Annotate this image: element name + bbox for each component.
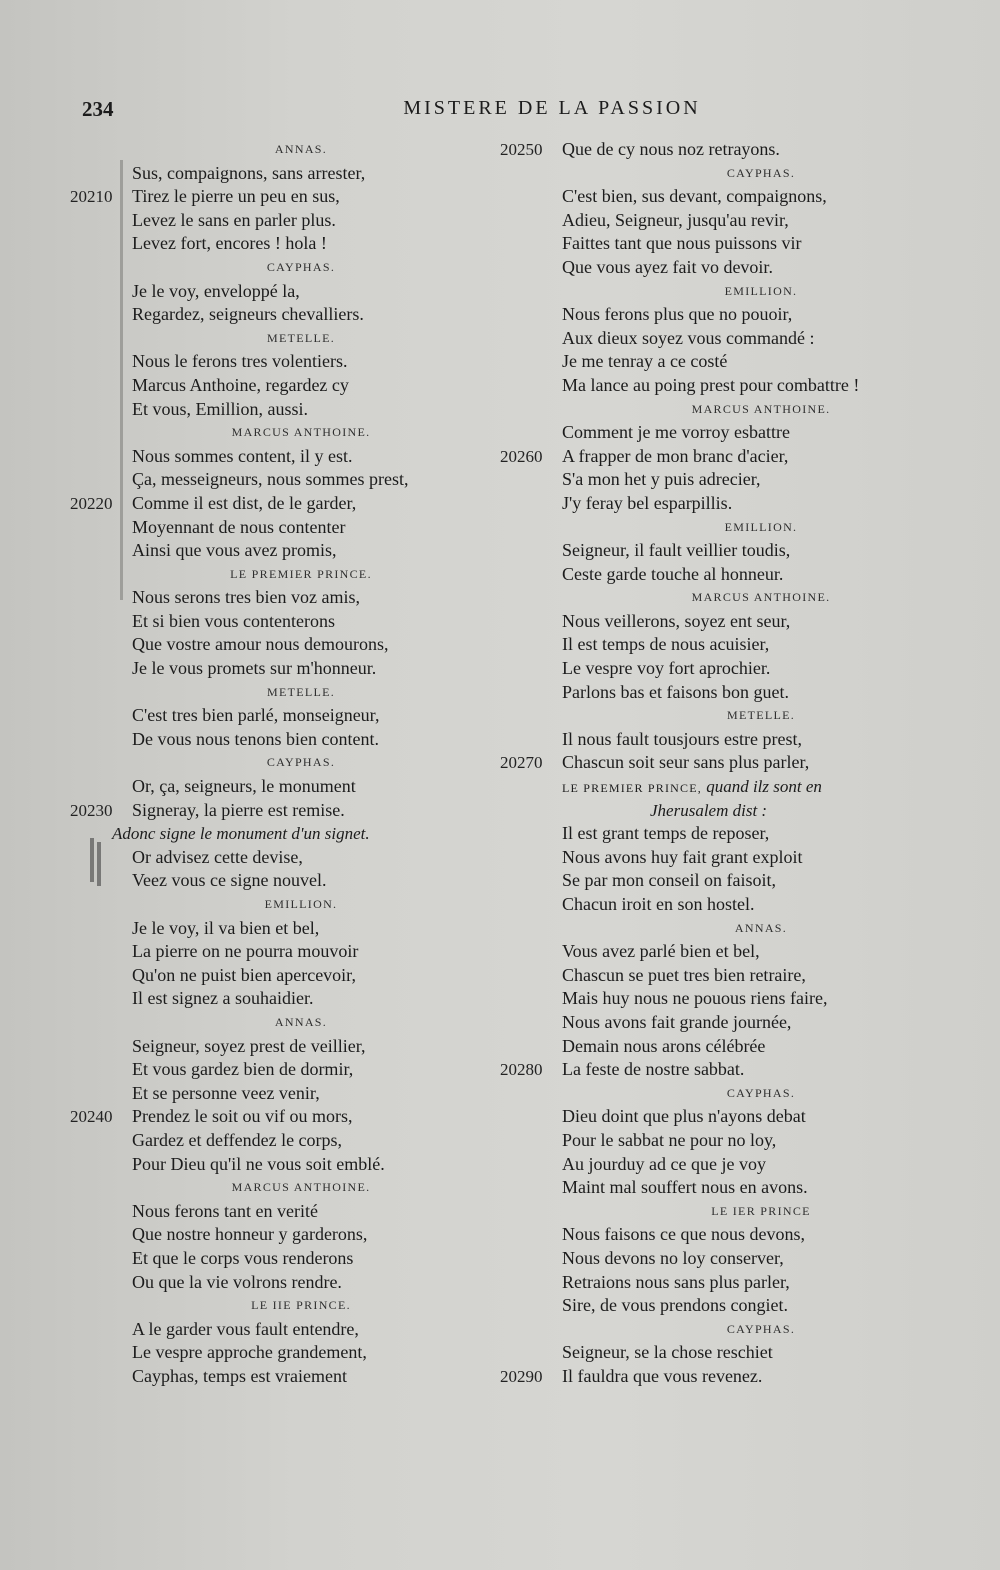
verse-line [70, 374, 470, 398]
verse-line [70, 610, 470, 634]
speaker-name [70, 681, 470, 705]
line-text: Nous sommes content, il y est. [132, 445, 353, 466]
verse-line [500, 1294, 960, 1318]
verse-line [500, 303, 960, 327]
line-text: Adonc signe le monument d'un signet. [112, 824, 370, 844]
line-text: Adieu, Seigneur, jusqu'au revir, [562, 209, 789, 230]
line-text: Jherusalem dist : [650, 800, 768, 820]
line-text: Nous faisons ce que nous devons, [562, 1224, 805, 1245]
line-text: Sus, compaignons, sans arrester, [132, 162, 366, 183]
line-text: CAYPHAS. [726, 1085, 796, 1100]
line-text: Ceste garde touche al honneur. [562, 563, 784, 584]
verse-line [500, 1341, 960, 1365]
line-text: Sire, de vous prendons congiet. [562, 1295, 788, 1316]
line-text: LE PREMIER PRINCE. [230, 566, 372, 581]
line-text: Nous veillerons, soyez ent seur, [562, 610, 791, 631]
line-text: EMILLION. [724, 519, 798, 534]
page-number: 234 [82, 97, 114, 121]
line-text: Tirez le pierre un peu en sus, [132, 186, 340, 207]
verse-line [500, 209, 960, 233]
speaker-name [500, 1200, 960, 1224]
verse-line [70, 1271, 470, 1295]
verse-line [70, 1318, 470, 1342]
line-text: Levez fort, encores ! hola ! [132, 233, 327, 254]
speaker-name [70, 138, 470, 162]
line-number: 20270 [500, 753, 543, 773]
line-text: Qu'on ne puist bien apercevoir, [132, 964, 356, 985]
line-text: Chacun iroit en son hostel. [562, 894, 755, 914]
line-text: METELLE. [266, 330, 336, 345]
line-text: Nous ferons plus que no pouoir, [562, 304, 793, 325]
line-text: S'a mon het y puis adrecier, [562, 469, 761, 490]
verse-line [70, 846, 470, 870]
verse-line [500, 1223, 960, 1247]
verse-line [70, 445, 470, 469]
stage-direction [70, 822, 470, 846]
line-text: Vous avez parlé bien et bel, [562, 941, 760, 962]
verse-line [70, 1129, 470, 1153]
speaker-name [70, 893, 470, 917]
verse-line [500, 492, 960, 516]
speaker-name [500, 1082, 960, 1106]
line-text: Pour Dieu qu'il ne vous soit emblé. [132, 1153, 385, 1174]
line-text: Et vous, Emillion, aussi. [132, 398, 309, 419]
verse-line [500, 1365, 960, 1389]
line-text: Je me tenray a ce costé [562, 351, 728, 372]
verse-line [500, 893, 960, 917]
line-text: Signeray, la pierre est remise. [132, 799, 345, 820]
stage-direction [500, 799, 960, 823]
line-text: Moyennant de nous contenter [132, 516, 346, 537]
verse-line [500, 539, 960, 563]
verse-line [70, 775, 470, 799]
line-text: La feste de nostre sabbat. [562, 1059, 745, 1080]
speaker-name [500, 1318, 960, 1342]
line-text: Et vous gardez bien de dormir, [132, 1059, 354, 1080]
verse-line [70, 1153, 470, 1177]
line-text: Nous le ferons tres volentiers. [132, 351, 348, 372]
verse-line [70, 303, 470, 327]
verse-line [500, 563, 960, 587]
verse-line [70, 1365, 470, 1389]
speaker-name: LE PREMIER PRINCE, [562, 781, 702, 796]
verse-line [70, 1082, 470, 1106]
verse-line [70, 987, 470, 1011]
verse-line [500, 1058, 960, 1082]
line-text: Je le voy, enveloppé la, [132, 280, 300, 301]
speaker-name [500, 280, 960, 304]
verse-line [500, 256, 960, 280]
line-text: LE IER PRINCE [711, 1203, 811, 1218]
line-text: Nous avons fait grande journée, [562, 1011, 792, 1032]
speaker-name [70, 327, 470, 351]
line-text: CAYPHAS. [266, 259, 336, 274]
line-text: Je le voy, il va bien et bel, [132, 917, 320, 938]
line-text: Il fauldra que vous revenez. [562, 1365, 763, 1386]
verse-line [70, 633, 470, 657]
verse-line [70, 398, 470, 422]
line-text: Et se personne veez venir, [132, 1082, 320, 1103]
verse-line [500, 728, 960, 752]
speaker-name [70, 1011, 470, 1035]
verse-line [500, 232, 960, 256]
line-text: Prendez le soit ou vif ou mors, [132, 1106, 353, 1127]
line-text: CAYPHAS. [726, 165, 796, 180]
line-text: MARCUS ANTHOINE. [231, 1180, 371, 1195]
line-text: Chascun soit seur sans plus parler, [562, 752, 810, 773]
line-text: Que nostre honneur y garderons, [132, 1224, 368, 1245]
line-text: Il est signez a souhaidier. [132, 988, 314, 1009]
verse-line [500, 846, 960, 870]
line-text: Il est temps de nous acuisier, [562, 634, 770, 655]
verse-line [70, 209, 470, 233]
line-text: ANNAS. [274, 1014, 328, 1029]
line-text: MARCUS ANTHOINE. [691, 401, 831, 416]
speaker-name [500, 917, 960, 941]
line-text: Nous serons tres bien voz amis, [132, 587, 360, 608]
verse-line [70, 1035, 470, 1059]
line-text: METELLE. [726, 708, 796, 723]
line-number: 20260 [500, 446, 543, 466]
speaker-name [70, 256, 470, 280]
line-text: Comment je me vorroy esbattre [562, 422, 790, 443]
line-text: De vous nous tenons bien content. [132, 728, 379, 749]
line-text: Parlons bas et faisons bon guet. [562, 681, 789, 702]
line-text: Seigneur, soyez prest de veillier, [132, 1035, 366, 1056]
verse-line [500, 138, 960, 162]
line-text: Demain nous arons célébrée [562, 1035, 766, 1056]
line-text: Que de cy nous noz retrayons. [562, 139, 780, 159]
line-text: Or, ça, seigneurs, le monument [132, 776, 356, 797]
verse-line [500, 468, 960, 492]
line-text: Gardez et deffendez le corps, [132, 1129, 343, 1150]
verse-line [500, 1035, 960, 1059]
line-text: A frapper de mon branc d'acier, [562, 445, 789, 466]
verse-line [70, 657, 470, 681]
verse-line [500, 1105, 960, 1129]
line-text: Ma lance au poing prest pour combattre ! [562, 374, 860, 395]
verse-line [70, 799, 470, 823]
verse-line [70, 468, 470, 492]
speaker-name [500, 516, 960, 540]
line-text: Et que le corps vous renderons [132, 1247, 354, 1268]
verse-line [70, 185, 470, 209]
line-text: Seigneur, il fault veillier toudis, [562, 540, 791, 561]
verse-line [500, 751, 960, 775]
line-text: Chascun se puet tres bien retraire, [562, 964, 806, 985]
verse-line [500, 633, 960, 657]
verse-line [500, 610, 960, 634]
verse-line [500, 1153, 960, 1177]
speaker-name [500, 704, 960, 728]
verse-line [500, 822, 960, 846]
verse-line [70, 586, 470, 610]
line-text: Comme il est dist, de le garder, [132, 492, 357, 513]
line-text: Regardez, seigneurs chevalliers. [132, 304, 364, 325]
left-column [70, 138, 470, 1388]
verse-line [70, 162, 470, 186]
verse-line [70, 1223, 470, 1247]
verse-line [70, 1058, 470, 1082]
line-text: Ça, messeigneurs, nous sommes prest, [132, 469, 409, 490]
verse-line [500, 940, 960, 964]
line-text: ANNAS. [734, 920, 788, 935]
line-text: Il est grant temps de reposer, [562, 823, 770, 844]
line-number: 20240 [70, 1107, 113, 1127]
verse-line [500, 185, 960, 209]
verse-line [500, 987, 960, 1011]
verse-line [500, 350, 960, 374]
line-number: 20230 [70, 800, 113, 820]
speaker-name [70, 751, 470, 775]
verse-line [70, 492, 470, 516]
verse-line [500, 1011, 960, 1035]
line-text: Or advisez cette devise, [132, 846, 303, 867]
line-text: Cayphas, temps est vraiement [132, 1365, 347, 1386]
verse-line [500, 1176, 960, 1200]
verse-line [500, 421, 960, 445]
line-number: 20210 [70, 187, 113, 207]
line-text: Veez vous ce signe nouvel. [132, 870, 327, 891]
line-text: Ainsi que vous avez promis, [132, 540, 337, 561]
verse-line [500, 327, 960, 351]
line-text: Seigneur, se la chose reschiet [562, 1342, 773, 1363]
line-text: Nous avons huy fait grant exploit [562, 846, 803, 867]
line-text: EMILLION. [264, 897, 338, 911]
speaker-stage-line [500, 775, 960, 799]
line-text: Faittes tant que nous puissons vir [562, 233, 802, 254]
verse-line [500, 681, 960, 705]
verse-line [70, 704, 470, 728]
speaker-name [70, 563, 470, 587]
line-text: Et si bien vous contenterons [132, 610, 335, 631]
verse-line [70, 1341, 470, 1365]
line-number: 20290 [500, 1366, 543, 1386]
line-text: Je le vous promets sur m'honneur. [132, 658, 377, 679]
speaker-name [500, 162, 960, 186]
line-text: Que vostre amour nous demourons, [132, 634, 389, 655]
line-text: Retraions nous sans plus parler, [562, 1271, 790, 1292]
line-text: EMILLION. [724, 283, 798, 298]
running-title: MISTERE DE LA PASSION [403, 97, 701, 119]
line-text: CAYPHAS. [726, 1321, 796, 1336]
line-text: La pierre on ne pourra mouvoir [132, 941, 359, 962]
line-text: Pour le sabbat ne pour no loy, [562, 1129, 777, 1150]
verse-line [70, 516, 470, 540]
verse-line [70, 280, 470, 304]
line-text: Nous ferons tant en verité [132, 1200, 318, 1221]
line-text: Nous devons no loy conserver, [562, 1247, 784, 1268]
line-text: Que vous ayez fait vo devoir. [562, 256, 773, 277]
line-text: ANNAS. [274, 142, 328, 156]
line-text: Mais huy nous ne pouous riens faire, [562, 988, 828, 1009]
verse-line [70, 1200, 470, 1224]
line-text: MARCUS ANTHOINE. [231, 425, 371, 440]
line-text: Le vespre voy fort aprochier. [562, 658, 771, 679]
verse-line [70, 1247, 470, 1271]
verse-line [70, 964, 470, 988]
verse-line [500, 964, 960, 988]
line-text: Au jourduy ad ce que je voy [562, 1153, 766, 1174]
line-text: METELLE. [266, 684, 336, 699]
line-text: Aux dieux soyez vous commandé : [562, 327, 815, 348]
speaker-name [500, 398, 960, 422]
verse-line [500, 1271, 960, 1295]
line-text: Maint mal souffert nous en avons. [562, 1177, 808, 1198]
speaker-name [70, 421, 470, 445]
stage-direction: quand ilz sont en [701, 777, 822, 797]
verse-line [500, 1247, 960, 1271]
verse-line [70, 232, 470, 256]
verse-line [500, 869, 960, 893]
line-text: A le garder vous fault entendre, [132, 1318, 359, 1339]
line-text: LE IIE PRINCE. [251, 1298, 351, 1313]
verse-line [70, 869, 470, 893]
verse-line [500, 657, 960, 681]
line-text: MARCUS ANTHOINE. [691, 590, 831, 605]
right-column [500, 138, 960, 1388]
line-number: 20250 [500, 140, 543, 159]
line-text: Ou que la vie volrons rendre. [132, 1271, 342, 1292]
verse-line [500, 445, 960, 469]
verse-line [70, 728, 470, 752]
line-number: 20280 [500, 1060, 543, 1080]
line-text: Marcus Anthoine, regardez cy [132, 374, 349, 395]
verse-line [70, 539, 470, 563]
verse-line [70, 940, 470, 964]
speaker-name [70, 1176, 470, 1200]
page-header [82, 97, 962, 137]
line-text: C'est tres bien parlé, monseigneur, [132, 705, 380, 726]
verse-line [500, 1129, 960, 1153]
verse-line [70, 350, 470, 374]
line-text: J'y feray bel esparpillis. [562, 492, 733, 513]
line-text: CAYPHAS. [266, 755, 336, 770]
verse-line [70, 1105, 470, 1129]
line-text: C'est bien, sus devant, compaignons, [562, 186, 827, 207]
speaker-name [70, 1294, 470, 1318]
line-number: 20220 [70, 493, 113, 513]
line-text: Dieu doint que plus n'ayons debat [562, 1106, 806, 1127]
verse-line [500, 374, 960, 398]
line-text: Se par mon conseil on faisoit, [562, 870, 776, 891]
speaker-name [500, 586, 960, 610]
line-text: Le vespre approche grandement, [132, 1342, 367, 1363]
line-text: Il nous fault tousjours estre prest, [562, 728, 802, 749]
line-text: Levez le sans en parler plus. [132, 209, 336, 230]
verse-line [70, 917, 470, 941]
